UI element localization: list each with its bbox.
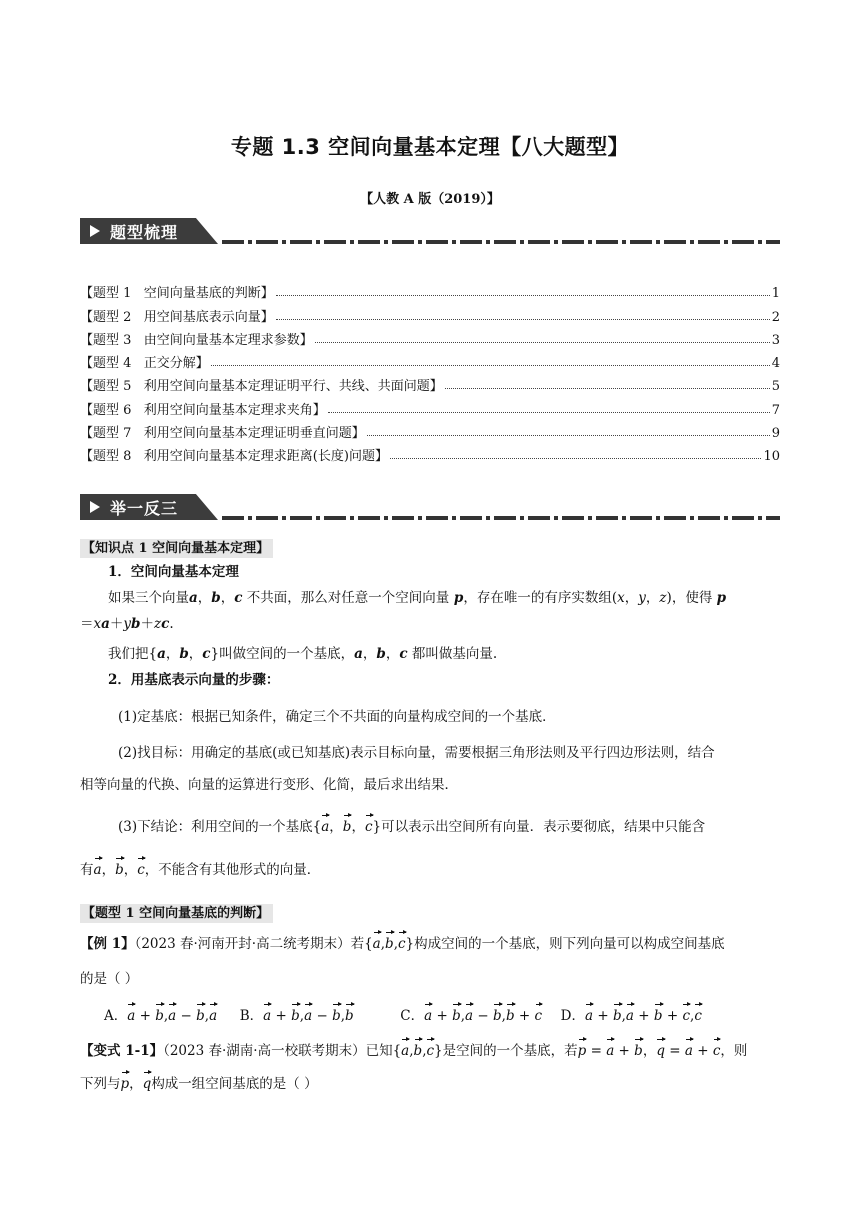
option-d[interactable]: D．a + b,a + b + c,c bbox=[560, 1008, 702, 1024]
step-text: (2)找目标：用确定的基底(或已知基底)表示目标向量，需要根据三角形法则及平行四边形法则，结合 bbox=[118, 745, 715, 761]
option-c[interactable]: C．a + b,a − b,b + c bbox=[400, 1008, 543, 1024]
question-type-heading: 【题型 1 空间向量基底的判断】 bbox=[80, 904, 273, 923]
toc-item[interactable]: 【题型 4 正交分解】 4 bbox=[80, 356, 780, 372]
step-text: 相等向量的代换、向量的运算进行变形、化简，最后求出结果． bbox=[80, 777, 458, 793]
step-text: (3)下结论：利用空间的一个基底{a，b，c}可以表示出空间所有向量．表示要彻底，结果中只能含 bbox=[118, 819, 706, 835]
answer-options bbox=[104, 1006, 702, 1026]
play-arrow-icon bbox=[90, 225, 100, 237]
toc-item[interactable]: 【题型 1 空间向量基底的判断】 1 bbox=[80, 286, 780, 302]
dashed-divider bbox=[222, 240, 780, 244]
toc-item[interactable]: 【题型 7 利用空间向量基本定理证明垂直问题】 9 bbox=[80, 426, 780, 442]
section-heading: 1．空间向量基本定理 bbox=[108, 564, 239, 580]
knowledge-point-heading: 【知识点 1 空间向量基本定理】 bbox=[80, 539, 273, 558]
toc-item[interactable]: 【题型 3 由空间向量基本定理求参数】 3 bbox=[80, 332, 780, 348]
banner-label: 举一反三 bbox=[110, 499, 179, 518]
toc-item[interactable]: 【题型 8 利用空间向量基本定理求距离(长度)问题】 10 bbox=[80, 449, 780, 465]
example-1: 【例 1】（2023 春·河南开封·高二统考期末）若{a,b,c}构成空间的一个基底，则下列向量可以构成空间基底 bbox=[80, 936, 725, 952]
play-arrow-icon bbox=[90, 501, 100, 513]
variant-1-1-end: 下列与p，q构成一组空间基底的是（ ） bbox=[80, 1076, 318, 1092]
step-text: 有a，b，c，不能含有其他形式的向量． bbox=[80, 862, 321, 878]
table-of-contents bbox=[80, 278, 780, 464]
section-heading: 2．用基底表示向量的步骤： bbox=[108, 672, 280, 688]
toc-item[interactable]: 【题型 5 利用空间向量基本定理证明平行、共线、共面问题】 5 bbox=[80, 379, 780, 395]
section-banner-sort bbox=[80, 218, 218, 244]
basis-definition: 我们把{a，b，c}叫做空间的一个基底，a，b，c 都叫做基向量. bbox=[108, 646, 498, 662]
step-text: (1)定基底：根据已知条件，确定三个不共面的向量构成空间的一个基底． bbox=[118, 709, 556, 725]
section-banner-practice bbox=[80, 494, 218, 520]
page-subtitle: 【人教 A 版（2019）】 bbox=[360, 192, 500, 207]
option-a[interactable]: A．a + b,a − b,a bbox=[104, 1008, 218, 1024]
banner-label: 题型梳理 bbox=[110, 223, 179, 242]
page-title: 专题 1.3 空间向量基本定理【八大题型】 bbox=[230, 135, 630, 159]
theorem-text: 如果三个向量a，b，c 不共面，那么对任意一个空间向量 p，存在唯一的有序实数组(x，y，z)，使得 p bbox=[108, 590, 727, 606]
toc-item[interactable]: 【题型 6 利用空间向量基本定理求夹角】 7 bbox=[80, 402, 780, 418]
option-b[interactable]: B．a + b,a − b,b bbox=[239, 1008, 354, 1024]
toc-item[interactable]: 【题型 2 用空间基底表示向量】 2 bbox=[80, 309, 780, 325]
dashed-divider bbox=[222, 516, 780, 520]
variant-1-1: 【变式 1-1】（2023 春·湖南·高一校联考期末）已知{a,b,c}是空间的一个基底，若p = a + b，q = a + c，则 bbox=[80, 1043, 748, 1059]
example-1-end: 的是（ ） bbox=[80, 971, 139, 987]
theorem-formula: ＝xa＋yb＋zc. bbox=[80, 616, 174, 632]
